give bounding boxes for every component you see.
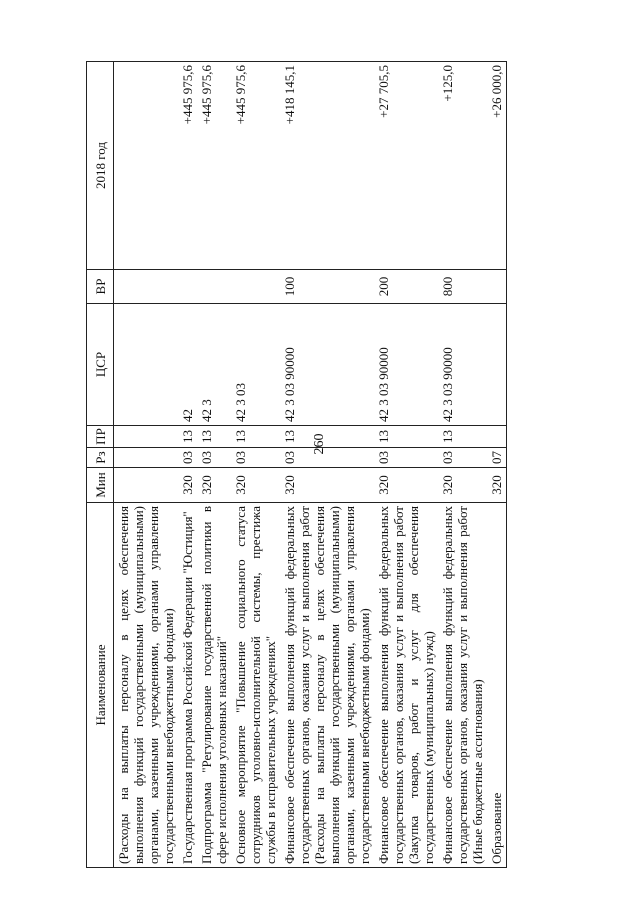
row-csr [487,304,507,426]
header-vr: ВР [87,270,114,304]
row-name: Государственная программа Российской Федерации "Юстиция" [178,503,197,868]
row-sum: +445 975,6 [178,62,197,270]
row-pr [487,426,507,448]
row-pr: 13 [231,426,280,448]
row-name: Образование [487,503,507,868]
row-vr [231,270,280,304]
row-pr: 13 [280,426,374,448]
table-row [374,62,438,868]
row-vr: 100 [280,270,374,304]
budget-table-rotated [86,62,570,868]
row-min: 320 [197,468,231,503]
header-csr: ЦСР [87,304,114,426]
row-vr: 800 [438,270,487,304]
header-rz: Рз [87,448,114,468]
row-sum: +418 145,1 [280,62,374,270]
row-sum: +445 975,6 [231,62,280,270]
table-row [438,62,487,868]
row-vr [487,270,507,304]
row-csr: 42 3 [197,304,231,426]
page-number: 260 [312,433,327,455]
row-pr: 13 [438,426,487,448]
row-sum: +27 705,5 [374,62,438,270]
row-name: Финансовое обеспечение выполнения функций федеральных государственных органов, оказания услуг и выполнения работ (Расходы на выплаты персоналу в целях обеспечения выполнения функций государственными (муниципальными) органами, казенными учреждениями, органами управления государственными внебюджетными фондами) [280,503,374,868]
row-sum [114,62,179,270]
row-csr: 42 3 03 90000 [438,304,487,426]
row-vr [197,270,231,304]
header-sum: 2018 год [87,62,114,270]
row-vr [114,270,179,304]
row-rz: 03 [231,448,280,468]
table-row [280,62,374,868]
row-csr [114,304,179,426]
row-name: Финансовое обеспечение выполнения функций федеральных государственных органов, оказания услуг и выполнения работ (Закупка товаров, работ и услуг для обеспечения государственных (муниципальных) нужд) [374,503,438,868]
row-sum: +26 000,0 [487,62,507,270]
header-pr: ПР [87,426,114,448]
row-sum: +125,0 [438,62,487,270]
row-min: 320 [374,468,438,503]
budget-table [86,61,507,868]
row-sum: +445 975,6 [197,62,231,270]
row-min: 320 [231,468,280,503]
row-min: 320 [487,468,507,503]
row-pr: 13 [197,426,231,448]
row-vr: 200 [374,270,438,304]
row-min: 320 [438,468,487,503]
row-csr: 42 3 03 90000 [374,304,438,426]
header-min: Мин [87,468,114,503]
table-row [231,62,280,868]
row-rz: 07 [487,448,507,468]
row-rz: 03 [178,448,197,468]
table-row [114,62,179,868]
row-csr: 42 3 03 [231,304,280,426]
row-pr [114,426,179,448]
row-pr: 13 [178,426,197,448]
header-name: Наименование [87,503,114,868]
row-min: 320 [178,468,197,503]
row-min: 320 [280,468,374,503]
row-csr: 42 [178,304,197,426]
row-pr: 13 [374,426,438,448]
row-vr [178,270,197,304]
row-rz: 03 [280,448,374,468]
row-rz: 03 [374,448,438,468]
row-rz [114,448,179,468]
row-min [114,468,179,503]
row-csr: 42 3 03 90000 [280,304,374,426]
row-rz: 03 [197,448,231,468]
row-name: (Расходы на выплаты персоналу в целях обеспечения выполнения функций государственными (муниципальными) органами, казенными учреждениями, органами управления государственными внебюджетными фондами) [114,503,179,868]
row-name: Основное мероприятие "Повышение социального статуса сотрудников уголовно-исполнительной системы, престижа службы в исправительных учреждениях" [231,503,280,868]
table-header [87,62,114,868]
row-name: Подпрограмма "Регулирование государственной политики в сфере исполнения уголовных наказаний" [197,503,231,868]
row-name: Финансовое обеспечение выполнения функций федеральных государственных органов, оказания услуг и выполнения работ (Иные бюджетные ассигнования) [438,503,487,868]
row-rz: 03 [438,448,487,468]
table-row [487,62,507,868]
table-row [178,62,197,868]
table-row [197,62,231,868]
